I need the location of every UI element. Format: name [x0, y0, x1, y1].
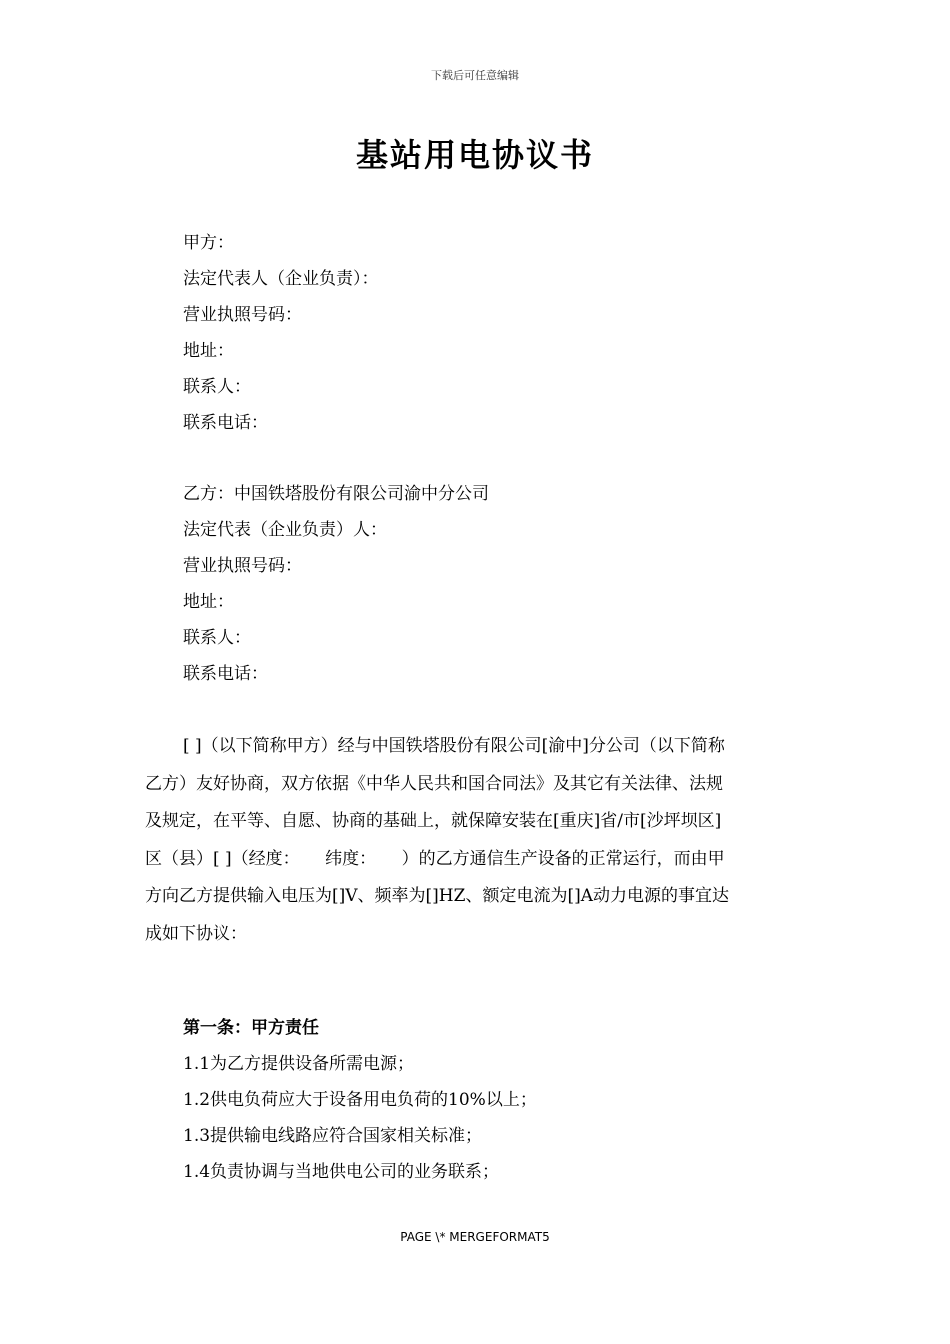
party-b-phone: 联系电话：: [183, 664, 268, 684]
article-item: 1.2供电负荷应大于设备用电负荷的10%以上；: [183, 1090, 537, 1110]
article-item: 1.3提供输电线路应符合国家相关标准；: [183, 1126, 483, 1146]
party-a-block: [183, 225, 379, 441]
intro-line: 成如下协议：: [145, 923, 247, 944]
intro-line: 方向乙方提供输入电压为[]V、频率为[]HZ、额定电流为[]A动力电源的事宜达: [145, 886, 729, 906]
party-a-phone: 联系电话：: [183, 413, 268, 433]
page-footer: PAGE \* MERGEFORMAT5: [400, 1230, 550, 1244]
party-b-legal-rep: 法定代表（企业负责）人：: [183, 520, 387, 540]
article-item: 1.1为乙方提供设备所需电源；: [183, 1054, 415, 1074]
party-b-name: 乙方：中国铁塔股份有限公司渝中分公司: [183, 484, 489, 504]
party-b-license: 营业执照号码：: [183, 556, 302, 576]
party-a-license: 营业执照号码：: [183, 305, 302, 325]
intro-line: 及规定，在平等、自愿、协商的基础上，就保障安装在[重庆]省/市[沙坪坝区]: [145, 811, 722, 831]
party-a-contact: 联系人：: [183, 377, 251, 397]
intro-line: 区（县）[ ]（经度： 纬度： ）的乙方通信生产设备的正常运行，而由甲: [145, 848, 725, 869]
party-a-address: 地址：: [183, 341, 234, 361]
party-b-block: [183, 476, 489, 692]
document-title: 基站用电协议书: [355, 136, 594, 174]
article-item: 1.4负责协调与当地供电公司的业务联系；: [183, 1162, 500, 1182]
party-a-name: 甲方：: [183, 233, 234, 253]
article-1-heading: 第一条：甲方责任: [183, 1018, 319, 1038]
intro-line: [ ]（以下简称甲方）经与中国铁塔股份有限公司[渝中]分公司（以下简称: [183, 736, 725, 756]
party-b-contact: 联系人：: [183, 628, 251, 648]
header-note: 下载后可任意编辑: [431, 69, 519, 82]
article-1: [183, 1010, 537, 1190]
party-b-address: 地址：: [183, 592, 234, 612]
intro-paragraph: [145, 728, 807, 953]
party-a-legal-rep: 法定代表人（企业负责）：: [183, 269, 379, 289]
intro-line: 乙方）友好协商，双方依据《中华人民共和国合同法》及其它有关法律、法规: [145, 773, 723, 794]
